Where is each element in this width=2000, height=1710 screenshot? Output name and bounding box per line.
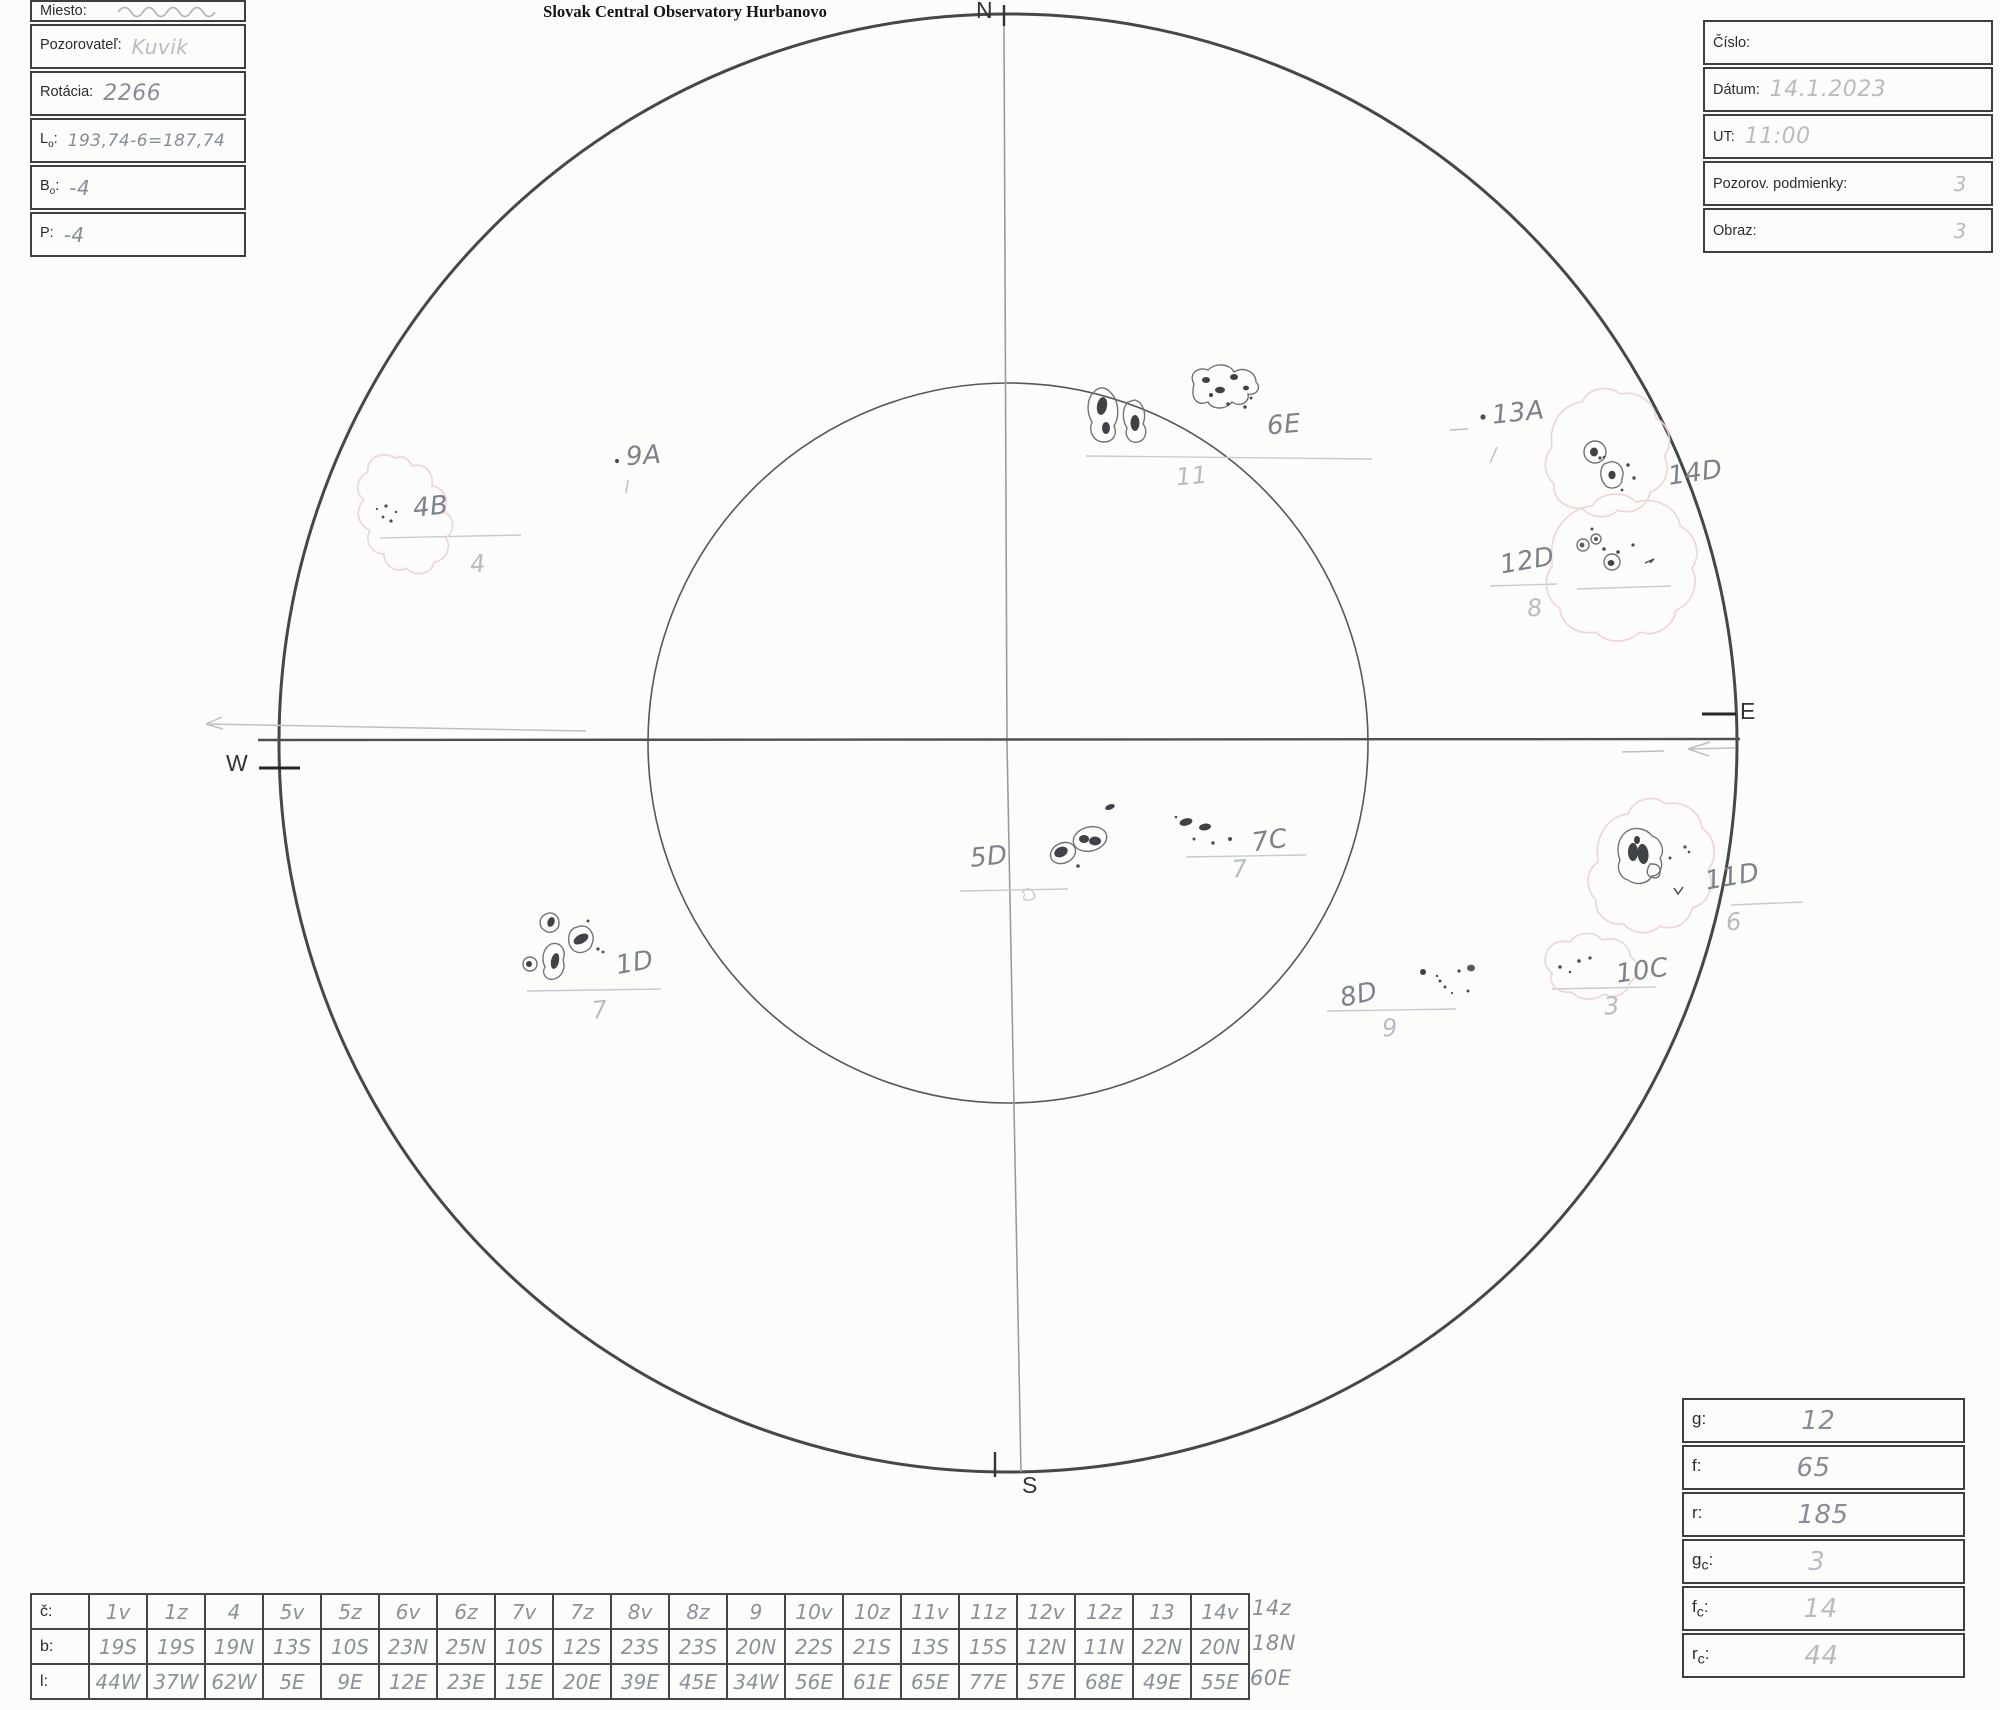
group-label-8D: 8D — [1337, 976, 1381, 1014]
latitude-cell: 23S — [669, 1629, 727, 1664]
group-label-7C: 7C — [1250, 823, 1290, 859]
disk-outlines — [206, 5, 1740, 1477]
form-row-l0 — [30, 118, 246, 163]
group-count-6E: 11 — [1174, 460, 1209, 492]
form-row-obraz — [1703, 208, 1993, 253]
group-number-cell: 11v — [901, 1594, 959, 1629]
group-count-12D: 8 — [1525, 593, 1544, 623]
longitude-cell: 44W — [89, 1664, 147, 1699]
latitude-cell: 19S — [89, 1629, 147, 1664]
west-drift-arrow — [206, 717, 586, 731]
ut-value: 11:00 — [1744, 124, 1811, 149]
inner-circle — [648, 383, 1368, 1103]
plage-11D — [1588, 799, 1714, 933]
outside-latitude-cell: 18N — [1252, 1631, 1296, 1655]
longitude-cell: 37W — [147, 1664, 205, 1699]
b0-value: -4 — [69, 175, 91, 200]
group-number-cell: 14v — [1191, 1594, 1249, 1629]
sunspot-group-13A-spots — [1480, 414, 1485, 419]
outside-longitude-cell: 60E — [1250, 1666, 1292, 1690]
form-row-rotacia — [30, 71, 246, 116]
group-label-11D: 11D — [1702, 857, 1762, 897]
pozorovatel-value: Kuvik — [131, 34, 189, 59]
latitude-cell: 12S — [553, 1629, 611, 1664]
rotacia-value: 2266 — [103, 81, 162, 106]
group-label-12D: 12D — [1497, 541, 1557, 581]
fc-label: $f_c$: — [1692, 1596, 1709, 1621]
outer-limb-circle — [279, 14, 1737, 1472]
plage-14D — [1545, 388, 1669, 516]
group-number-cell: 9 — [727, 1594, 785, 1629]
latitude-cell: 15S — [959, 1629, 1017, 1664]
longitude-cell: 62W — [205, 1664, 263, 1699]
table-row-group-number — [31, 1594, 1249, 1629]
observation-form-right — [1703, 20, 1993, 255]
r-value: 185 — [1797, 1499, 1849, 1530]
page-title: Slovak Central Observatory Hurbanovo — [543, 2, 827, 21]
sunspot-group-8D-spots — [1420, 965, 1475, 995]
outside-group-number-cell: 14z — [1252, 1596, 1292, 1620]
compass-east-label: E — [1740, 698, 1756, 724]
longitude-cell: 57E — [1017, 1664, 1075, 1699]
latitude-cell: 22N — [1133, 1629, 1191, 1664]
longitude-cell: 34W — [727, 1664, 785, 1699]
longitude-cell: 12E — [379, 1664, 437, 1699]
stats-row-f — [1682, 1445, 1965, 1490]
miesto-label: Miesto: — [40, 3, 87, 19]
rotacia-label: Rotácia: — [40, 84, 94, 101]
podmienky-value: 3 — [1953, 171, 1967, 196]
latitude-cell: 20N — [1191, 1629, 1249, 1664]
group-count-11D: 6 — [1724, 907, 1743, 937]
compass-south-label: S — [1022, 1472, 1038, 1498]
g-label: g: — [1692, 1408, 1707, 1428]
latitude-cell: 20N — [727, 1629, 785, 1664]
group-number-cell: 8z — [669, 1594, 727, 1629]
longitude-cell: 77E — [959, 1664, 1017, 1699]
east-drift-arrow — [1622, 742, 1735, 756]
row-label-l: l: — [31, 1664, 89, 1699]
sunspot-group-1D-spots — [523, 913, 604, 979]
sunspot-group-14D-spots — [1584, 441, 1636, 491]
group-number-cell: 1v — [89, 1594, 147, 1629]
group-count-10C: 3 — [1602, 991, 1621, 1021]
latitude-cell: 25N — [437, 1629, 495, 1664]
fc-value: 14 — [1803, 1593, 1838, 1624]
form-row-miesto — [30, 0, 246, 22]
longitude-cell: 15E — [495, 1664, 553, 1699]
meridian-line — [1004, 26, 1021, 1472]
group-number-cell: 10z — [843, 1594, 901, 1629]
rc-label: $r_c$: — [1692, 1643, 1710, 1668]
p-value: -4 — [63, 222, 85, 247]
group-label-9A: 9A — [624, 439, 663, 473]
latitude-cell: 13S — [263, 1629, 321, 1664]
group-label-1D: 1D — [613, 944, 656, 982]
compass-west-label: W — [226, 750, 248, 776]
stats-row-rc — [1682, 1633, 1965, 1678]
longitude-cell: 55E — [1191, 1664, 1249, 1699]
latitude-cell: 23N — [379, 1629, 437, 1664]
f-value: 65 — [1796, 1452, 1831, 1483]
group-underlines — [380, 429, 1803, 1014]
p-label: P: — [40, 225, 54, 242]
g-value: 12 — [1801, 1405, 1836, 1436]
f-label: f: — [1692, 1455, 1702, 1475]
group-number-cell: 5z — [321, 1594, 379, 1629]
latitude-cell: 22S — [785, 1629, 843, 1664]
compass-north-label: N — [976, 0, 993, 23]
longitude-cell: 68E — [1075, 1664, 1133, 1699]
latitude-cell: 23S — [611, 1629, 669, 1664]
group-number-cell: 1z — [147, 1594, 205, 1629]
form-row-cislo — [1703, 20, 1993, 65]
measurement-table — [30, 1593, 1250, 1700]
group-number-cell: 12v — [1017, 1594, 1075, 1629]
table-row-longitude — [31, 1664, 1249, 1699]
datum-value: 14.1.2023 — [1769, 77, 1887, 102]
plage-outlines — [358, 388, 1715, 999]
stats-row-r — [1682, 1492, 1965, 1537]
group-number-cell: 7z — [553, 1594, 611, 1629]
latitude-cell: 10S — [495, 1629, 553, 1664]
group-label-10C: 10C — [1614, 952, 1671, 990]
stats-row-fc — [1682, 1586, 1965, 1631]
table-row-latitude — [31, 1629, 1249, 1664]
equator-line — [258, 739, 1740, 740]
rc-value: 44 — [1804, 1640, 1839, 1671]
gc-value: 3 — [1808, 1546, 1826, 1577]
sunspot-group-10C-spots — [1558, 956, 1591, 973]
group-number-cell: 6v — [379, 1594, 437, 1629]
sunspot-group-4B-spots — [376, 504, 397, 522]
latitude-cell: 19S — [147, 1629, 205, 1664]
form-row-ut — [1703, 114, 1993, 159]
datum-label: Dátum: — [1713, 81, 1760, 98]
group-count-4B: 4 — [468, 549, 487, 579]
latitude-cell: 19N — [205, 1629, 263, 1664]
group-number-cell: 13 — [1133, 1594, 1191, 1629]
group-label-14D: 14D — [1666, 454, 1725, 492]
gc-label: $g_c$: — [1692, 1549, 1714, 1574]
sunspot-group-5D-spots — [1047, 803, 1116, 868]
cislo-label: Číslo: — [1713, 34, 1751, 51]
group-label-6E: 6E — [1265, 408, 1303, 442]
stats-row-g — [1682, 1398, 1965, 1443]
group-number-cell: 12z — [1075, 1594, 1133, 1629]
group-count-7C: 7 — [1230, 854, 1249, 884]
plage-12D — [1546, 494, 1696, 641]
group-number-cell: 10v — [785, 1594, 843, 1629]
sunspot-group-6E-spots — [1088, 365, 1258, 442]
group-count-8D: 9 — [1381, 1013, 1399, 1043]
row-label-b: b: — [31, 1629, 89, 1664]
group-number-cell: 4 — [205, 1594, 263, 1629]
longitude-cell: 45E — [669, 1664, 727, 1699]
longitude-cell: 23E — [437, 1664, 495, 1699]
obraz-label: Obraz: — [1713, 222, 1757, 239]
form-row-datum — [1703, 67, 1993, 112]
sunspot-group-7C-spots — [1175, 816, 1232, 845]
longitude-cell: 56E — [785, 1664, 843, 1699]
sunspot-group-11D-spots — [1618, 829, 1690, 894]
stats-row-gc — [1682, 1539, 1965, 1584]
sunspot-group-9A-spots — [615, 459, 619, 463]
longitude-cell: 9E — [321, 1664, 379, 1699]
observation-form-left — [30, 0, 246, 259]
group-label-5D: 5D — [968, 840, 1010, 874]
row-label-c: č: — [31, 1594, 89, 1629]
group-label-4B: 4B — [411, 490, 450, 524]
longitude-cell: 61E — [843, 1664, 901, 1699]
group-label-13A: 13A — [1490, 395, 1546, 431]
pozorovatel-label: Pozorovateľ: — [40, 37, 122, 54]
form-row-p — [30, 212, 246, 257]
form-row-b0 — [30, 165, 246, 210]
latitude-cell: 10S — [321, 1629, 379, 1664]
latitude-cell: 11N — [1075, 1629, 1133, 1664]
l0-value: 193,74-6=187,74 — [67, 130, 226, 151]
latitude-cell: 13S — [901, 1629, 959, 1664]
group-number-cell: 5v — [263, 1594, 321, 1629]
l0-label: $L_o$: — [40, 131, 58, 150]
longitude-cell: 20E — [553, 1664, 611, 1699]
form-row-pozorovatel — [30, 24, 246, 69]
group-number-cell: 11z — [959, 1594, 1017, 1629]
group-count-1D: 7 — [590, 995, 610, 1025]
longitude-cell: 39E — [611, 1664, 669, 1699]
longitude-cell: 49E — [1133, 1664, 1191, 1699]
group-number-cell: 6z — [437, 1594, 495, 1629]
podmienky-label: Pozorov. podmienky: — [1713, 175, 1848, 192]
group-number-cell: 7v — [495, 1594, 553, 1629]
b0-label: $B_o$: — [40, 178, 60, 197]
group-number-cell: 8v — [611, 1594, 669, 1629]
summary-stats-box — [1682, 1398, 1965, 1680]
ut-label: UT: — [1713, 128, 1735, 145]
obraz-value: 3 — [1953, 218, 1967, 243]
r-label: r: — [1692, 1502, 1703, 1522]
longitude-cell: 65E — [901, 1664, 959, 1699]
longitude-cell: 5E — [263, 1664, 321, 1699]
form-row-podmienky — [1703, 161, 1993, 206]
latitude-cell: 21S — [843, 1629, 901, 1664]
sunspot-group-12D-spots — [1577, 528, 1654, 571]
latitude-cell: 12N — [1017, 1629, 1075, 1664]
